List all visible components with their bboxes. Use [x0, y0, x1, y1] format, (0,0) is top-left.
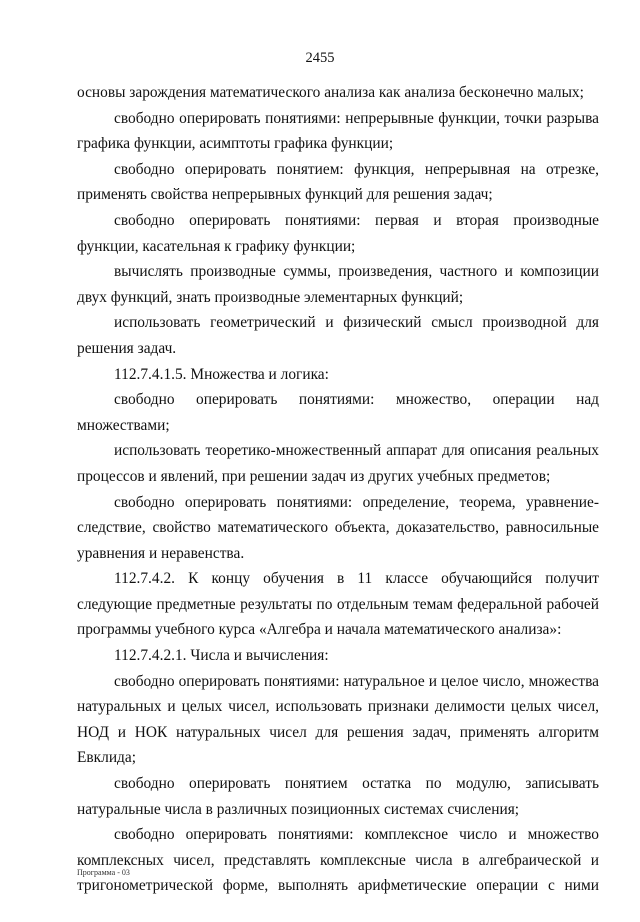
section-heading: 112.7.4.2. К концу обучения в 11 классе обучающийся получит следующие предметные результаты по отдельным темам федеральной рабочей программы учебного курса «Алгебра и начала математического анализа»:: [77, 570, 599, 639]
paragraph: вычислять производные суммы, произведения, частного и композиции двух функций, знать производные элементарных функций;: [77, 263, 599, 306]
paragraph: использовать теоретико-множественный аппарат для описания реальных процессов и явлений, при решении задач из других учебных предметов;: [77, 442, 599, 485]
paragraph: свободно оперировать понятием: функция, непрерывная на отрезке, применять свойства непрерывных функций для решения задач;: [77, 160, 599, 204]
paragraph: свободно оперировать понятиями: множество, операции над множествами;: [77, 391, 599, 434]
paragraph: свободно оперировать понятиями: натуральное и целое число, множества натуральных и целых чисел, использовать признаки делимости целых чисел, НОД и НОК натуральных чисел для решения задач, применять алгоритм Евклида;: [77, 672, 599, 767]
section-heading: 112.7.4.2.1. Числа и вычисления:: [114, 647, 329, 665]
paragraph: свободно оперировать понятиями: первая и вторая производные функции, касательная к графику функции;: [77, 211, 599, 255]
paragraph: свободно оперировать понятиями: непрерывные функции, точки разрыва графика функции, асимптоты графика функции;: [77, 109, 599, 153]
page-number: 2455: [305, 50, 335, 66]
page-body: [77, 80, 599, 899]
paragraph: основы зарождения математического анализа как анализа бесконечно малых;: [77, 84, 584, 101]
paragraph: свободно оперировать понятиями: определение, теорема, уравнение-следствие, свойство математического объекта, доказательство, равносильные уравнения и неравенства.: [77, 493, 599, 562]
section-heading: 112.7.4.1.5. Множества и логика:: [114, 365, 329, 383]
paragraph: использовать геометрический и физический смысл производной для решения задач.: [77, 314, 599, 357]
paragraph: свободно оперировать понятием остатка по модулю, записывать натуральные числа в различных позиционных системах счисления;: [77, 775, 599, 818]
footer-label: Программа - 03: [77, 868, 130, 877]
paragraph: свободно оперировать понятиями: комплексное число и множество комплексных чисел, представлять комплексные числа в алгебраической и тригонометрической форме, выполнять арифметические операции с ними: [77, 826, 599, 895]
